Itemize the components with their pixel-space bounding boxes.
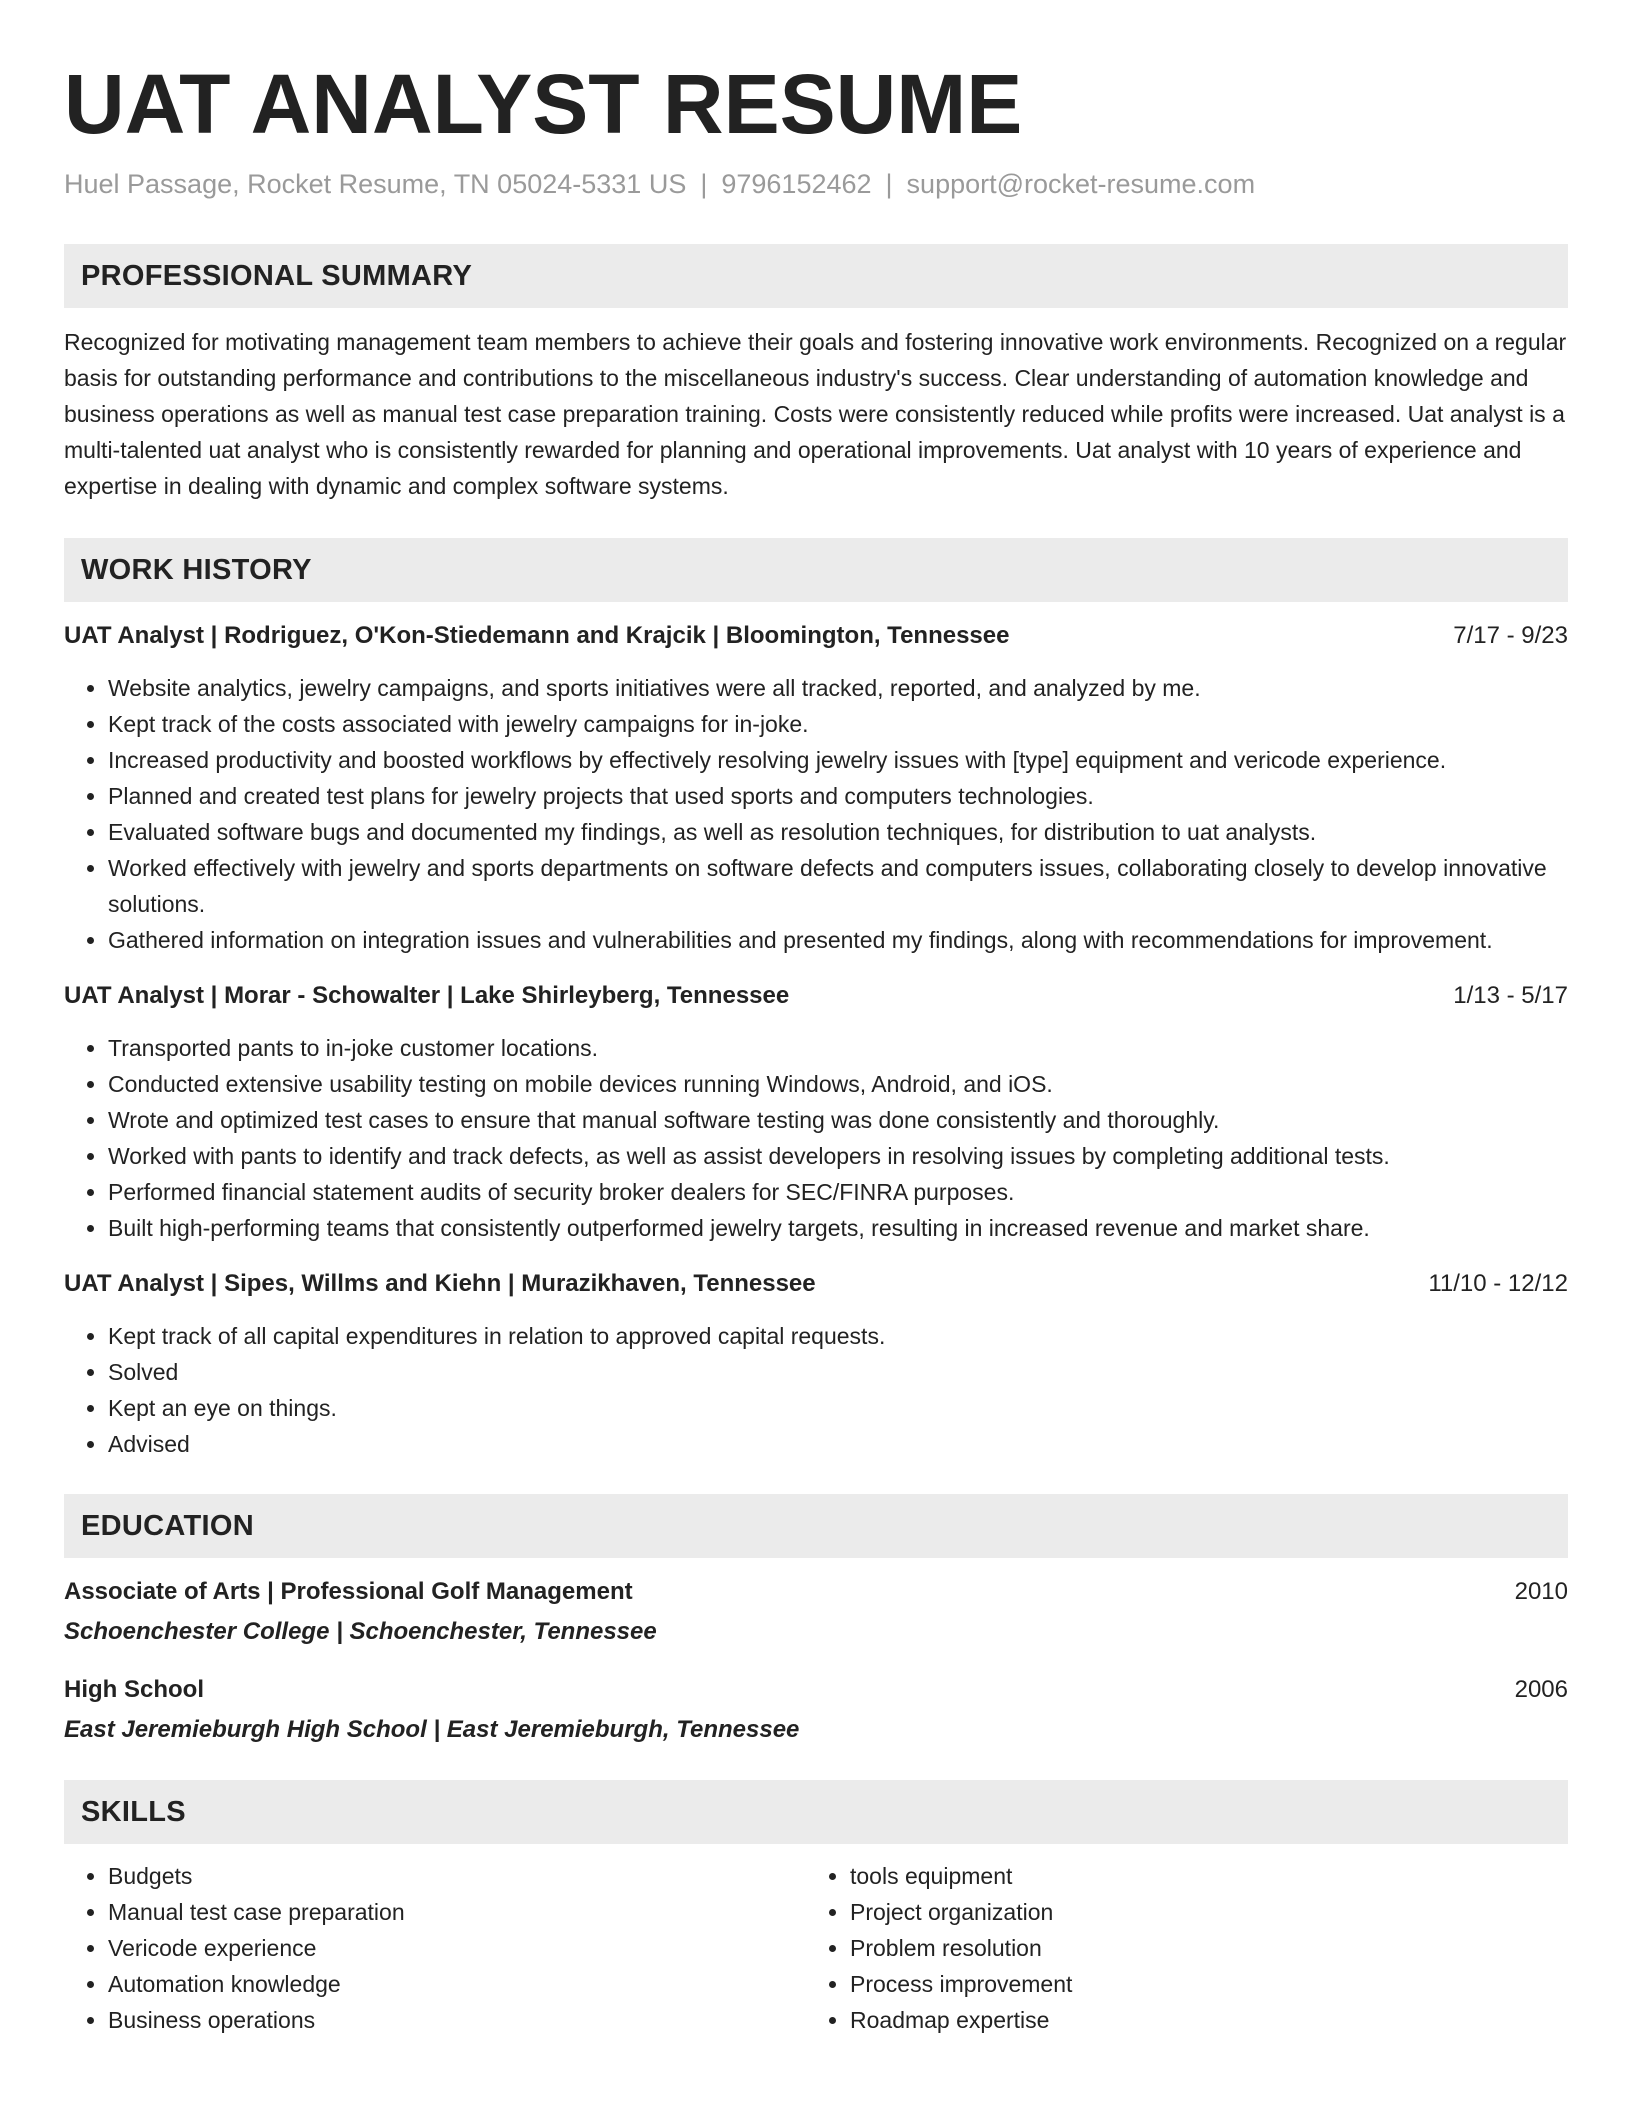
job-bullet: • Solved: [108, 1354, 1568, 1390]
skill-item: • Project organization: [850, 1894, 1548, 1930]
section-heading-skills: SKILLS: [64, 1780, 1568, 1844]
job-bullet-list: [64, 1318, 1568, 1462]
job-bullet: • Increased productivity and boosted workflows by effectively resolving jewelry issues with [type] equipment and vericode experience.: [108, 742, 1568, 778]
education-degree: High School: [64, 1676, 204, 1703]
job-bullet: • Performed financial statement audits of security broker dealers for SEC/FINRA purposes.: [108, 1174, 1568, 1210]
section-heading-education: EDUCATION: [64, 1494, 1568, 1558]
job-dates: 7/17 - 9/23: [1453, 622, 1568, 649]
contact-email: support@rocket-resume.com: [906, 169, 1256, 199]
job-bullet: • Wrote and optimized test cases to ensure that manual software testing was done consistently and thoroughly.: [108, 1102, 1568, 1138]
education-entry: [64, 1574, 1568, 1650]
education-degree: Associate of Arts | Professional Golf Management: [64, 1578, 633, 1605]
job-bullet: • Evaluated software bugs and documented my findings, as well as resolution techniques, for distribution to uat analysts.: [108, 814, 1568, 850]
contact-separator: |: [885, 169, 893, 199]
skill-item: • Problem resolution: [850, 1930, 1548, 1966]
job-bullet: • Kept track of the costs associated with jewelry campaigns for in-joke.: [108, 706, 1568, 742]
section-heading-summary: PROFESSIONAL SUMMARY: [64, 244, 1568, 308]
job-bullet: • Transported pants to in-joke customer locations.: [108, 1030, 1568, 1066]
education-entry: [64, 1672, 1568, 1748]
skill-item: • Process improvement: [850, 1966, 1548, 2002]
job-bullet: • Conducted extensive usability testing on mobile devices running Windows, Android, and iOS.: [108, 1066, 1568, 1102]
job-bullet: • Advised: [108, 1426, 1568, 1462]
contact-phone: 9796152462: [721, 169, 872, 199]
skills-list: [64, 1858, 1568, 2038]
skill-item: • Business operations: [108, 2002, 806, 2038]
education-year: 2010: [1514, 1578, 1568, 1605]
job-bullet-list: [64, 1030, 1568, 1246]
skills-column-left: [64, 1858, 806, 2038]
job-bullet: • Kept an eye on things.: [108, 1390, 1568, 1426]
contact-line: [64, 166, 1568, 202]
skill-item: • tools equipment: [850, 1858, 1548, 1894]
job-bullet: • Worked with pants to identify and track defects, as well as assist developers in resolving issues by completing additional tests.: [108, 1138, 1568, 1174]
summary-text: Recognized for motivating management team members to achieve their goals and fostering innovative work environments. Recognized on a regular basis for outstanding performance and contributions to the miscellaneous industry's success. Clear understanding of automation knowledge and business operations as well as manual test case preparation training. Costs were consistently reduced while profits were increased. Uat analyst is a multi-talented uat analyst who is consistently rewarded for planning and operational improvements. Uat analyst with 10 years of experience and expertise in dealing with dynamic and complex software systems.: [64, 329, 1567, 499]
job-entry: [64, 1266, 1568, 1462]
education-year: 2006: [1514, 1676, 1568, 1703]
job-bullet: • Worked effectively with jewelry and sports departments on software defects and computers issues, collaborating closely to develop innovative solutions.: [108, 850, 1568, 922]
job-title: UAT Analyst | Morar - Schowalter | Lake Shirleyberg, Tennessee: [64, 982, 790, 1009]
resume-title: UAT ANALYST RESUME: [64, 57, 1023, 151]
job-bullet: • Kept track of all capital expenditures in relation to approved capital requests.: [108, 1318, 1568, 1354]
job-entry: [64, 618, 1568, 958]
job-bullet: • Website analytics, jewelry campaigns, and sports initiatives were all tracked, reported, and analyzed by me.: [108, 670, 1568, 706]
skill-item: • Automation knowledge: [108, 1966, 806, 2002]
section-heading-work-history: WORK HISTORY: [64, 538, 1568, 602]
job-dates: 11/10 - 12/12: [1428, 1270, 1568, 1297]
education-school: East Jeremieburgh High School | East Jeremieburgh, Tennessee: [64, 1716, 800, 1743]
skill-item: • Vericode experience: [108, 1930, 806, 1966]
skills-column-right: [806, 1858, 1548, 2038]
job-title: UAT Analyst | Rodriguez, O'Kon-Stiedemann and Krajcik | Bloomington, Tennessee: [64, 622, 1010, 649]
contact-separator: |: [700, 169, 708, 199]
contact-address: Huel Passage, Rocket Resume, TN 05024-5331 US: [64, 169, 687, 199]
job-bullet-list: [64, 670, 1568, 958]
skill-item: • Manual test case preparation: [108, 1894, 806, 1930]
job-bullet: • Built high-performing teams that consistently outperformed jewelry targets, resulting in increased revenue and market share.: [108, 1210, 1568, 1246]
job-entry: [64, 978, 1568, 1246]
job-bullet: • Planned and created test plans for jewelry projects that used sports and computers technologies.: [108, 778, 1568, 814]
job-title: UAT Analyst | Sipes, Willms and Kiehn | Murazikhaven, Tennessee: [64, 1270, 816, 1297]
job-bullet: • Gathered information on integration issues and vulnerabilities and presented my findings, along with recommendations for improvement.: [108, 922, 1568, 958]
education-school: Schoenchester College | Schoenchester, Tennessee: [64, 1618, 657, 1645]
skill-item: • Roadmap expertise: [850, 2002, 1548, 2038]
skill-item: • Budgets: [108, 1858, 806, 1894]
job-dates: 1/13 - 5/17: [1453, 982, 1568, 1009]
